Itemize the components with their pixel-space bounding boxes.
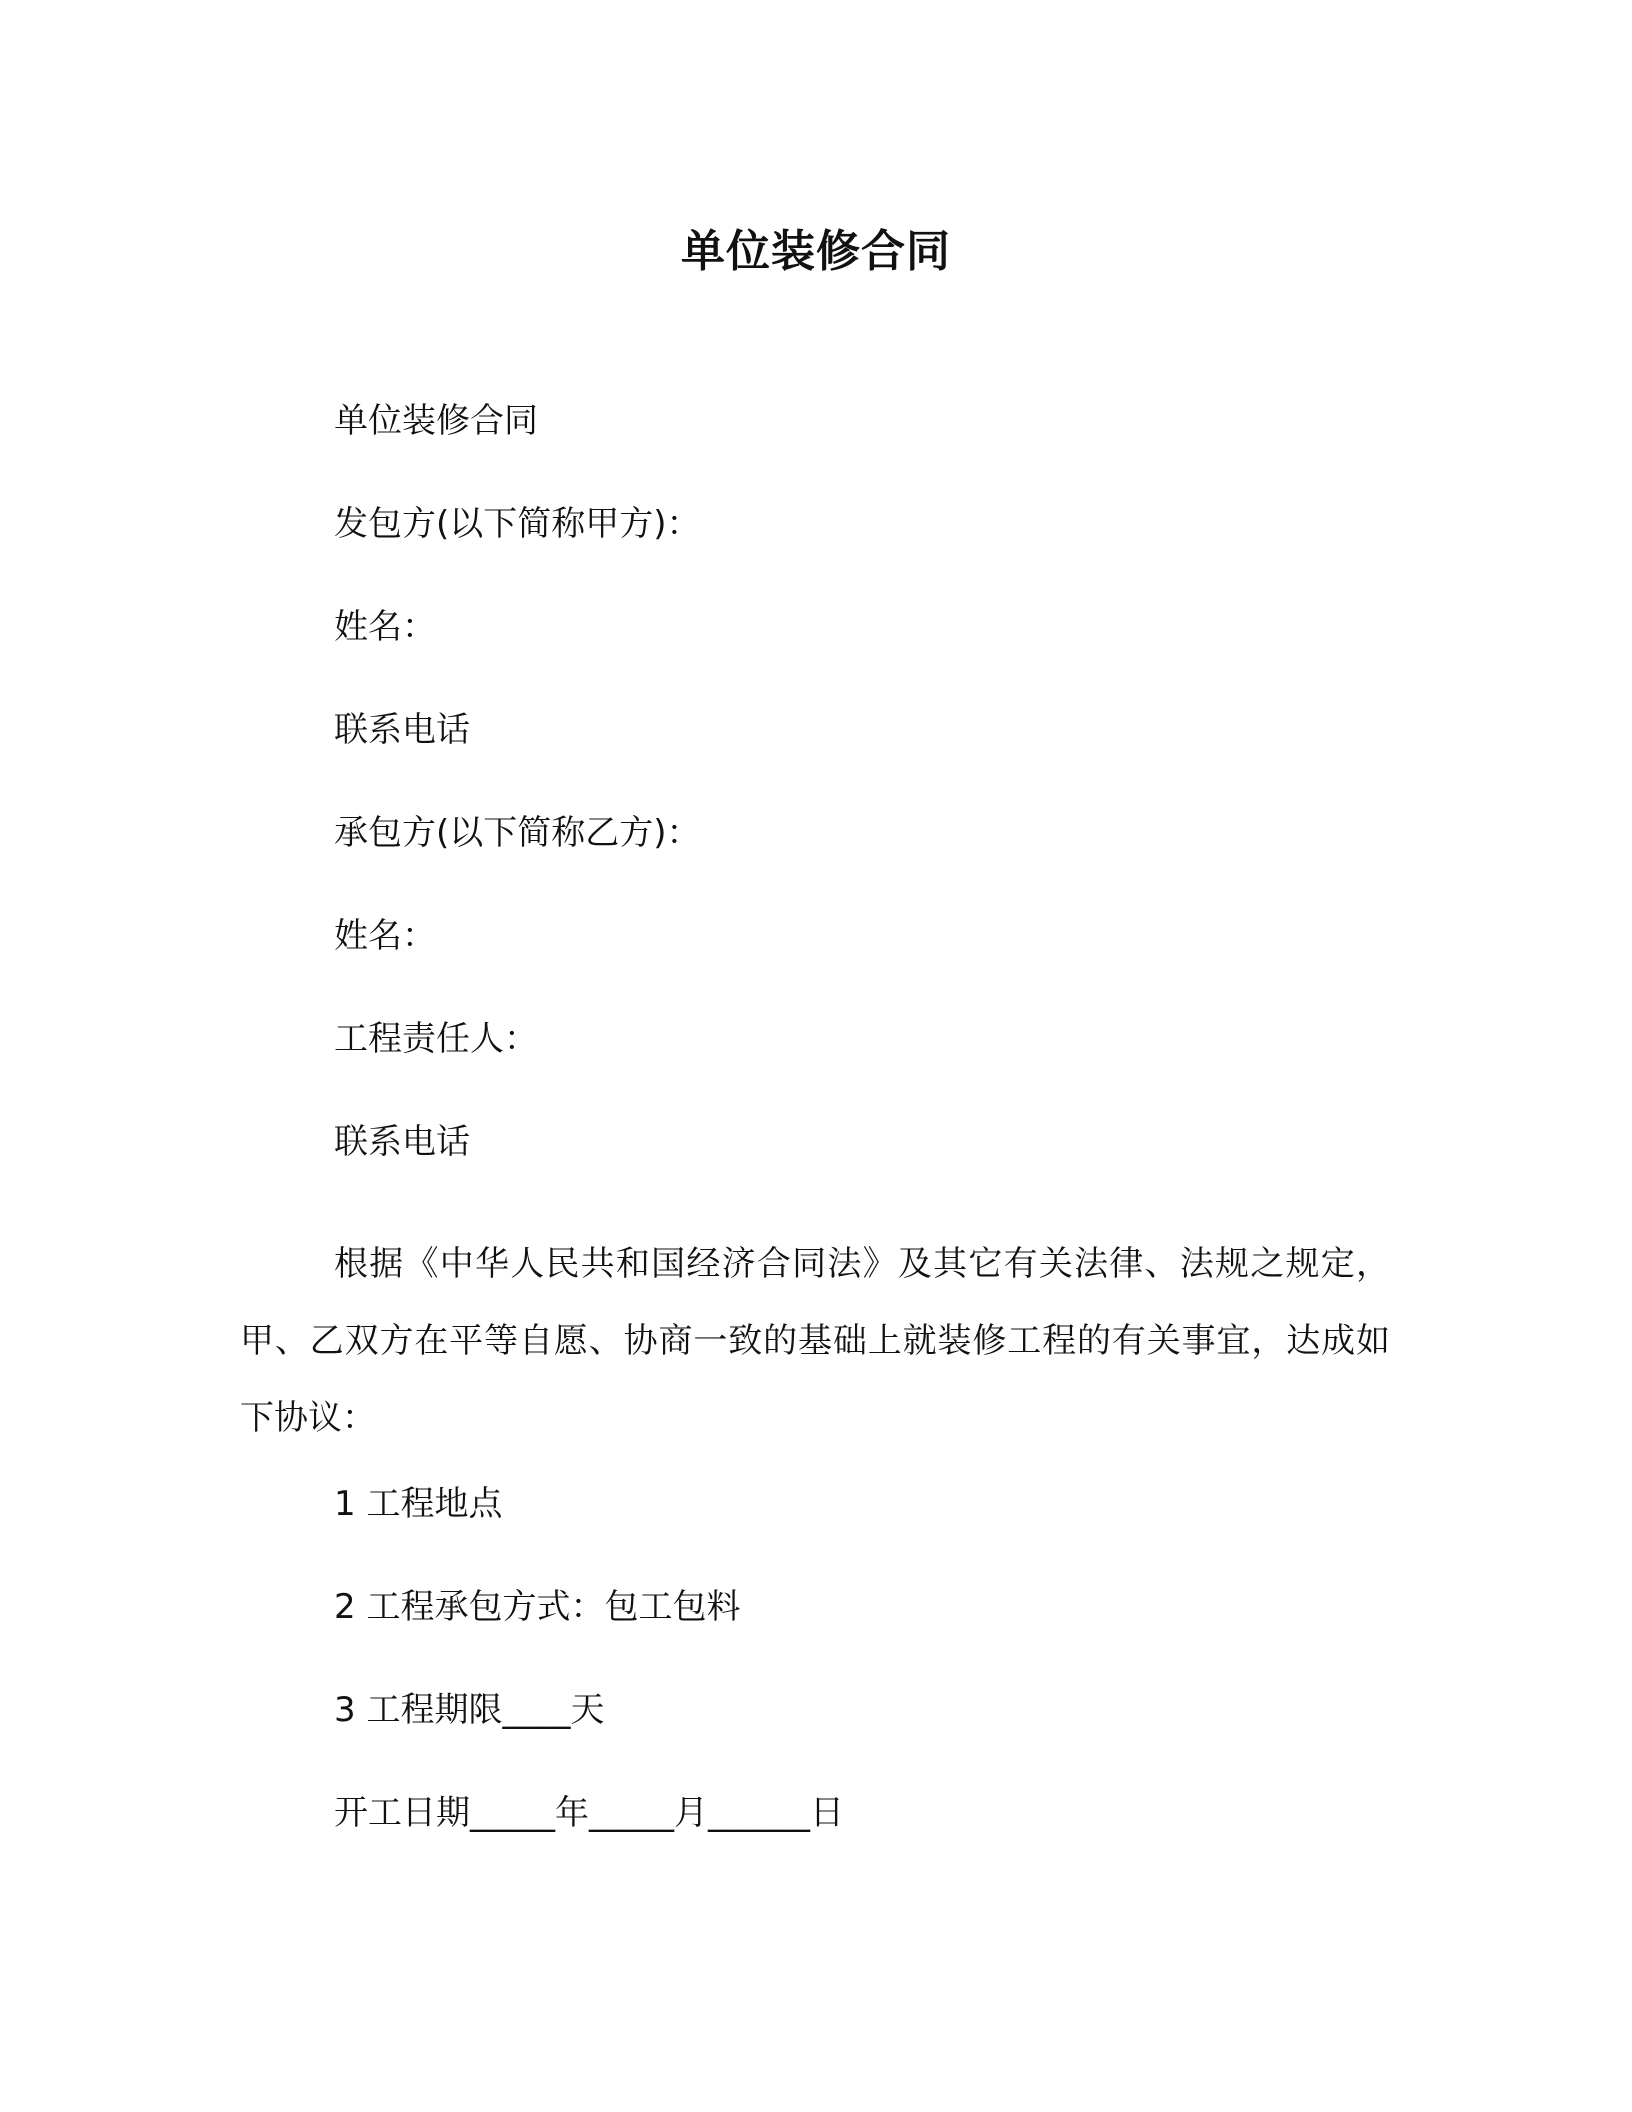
document-title: 单位装修合同 bbox=[681, 226, 951, 277]
party-b-phone-line: 联系电话 bbox=[334, 1122, 470, 1162]
subtitle-line: 单位装修合同 bbox=[334, 401, 538, 441]
intro-paragraph: 根据《中华人民共和国经济合同法》及其它有关法律、法规之规定，甲、乙双方在平等自愿、协商一致的基础上就装修工程的有关事宜，达成如下协议： bbox=[240, 1244, 1390, 1438]
clause-duration: 3 工程期限____天 bbox=[334, 1690, 605, 1730]
party-b-line: 承包方(以下简称乙方)： bbox=[334, 813, 701, 853]
clause-method: 2 工程承包方式：包工包料 bbox=[334, 1587, 741, 1627]
party-b-name-line: 姓名： bbox=[334, 916, 436, 956]
party-a-name-line: 姓名： bbox=[334, 607, 436, 647]
party-a-phone-line: 联系电话 bbox=[334, 710, 470, 750]
project-manager-line: 工程责任人： bbox=[334, 1019, 538, 1059]
clause-start-date: 开工日期_____年_____月______日 bbox=[334, 1793, 844, 1833]
party-a-line: 发包方(以下简称甲方)： bbox=[334, 504, 701, 544]
clause-location: 1 工程地点 bbox=[334, 1484, 503, 1524]
